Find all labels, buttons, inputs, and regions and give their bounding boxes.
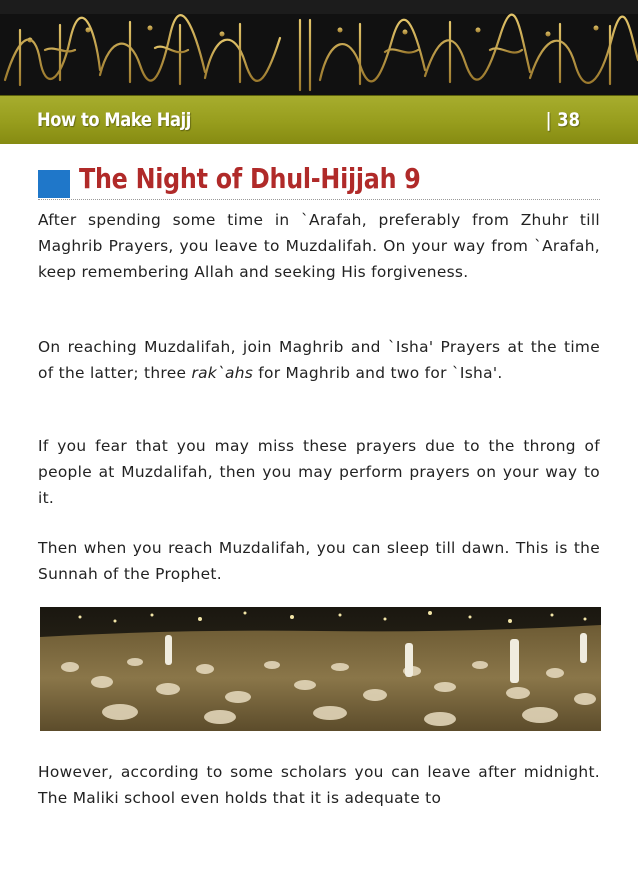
paragraph-muzdalifah-prayers — [38, 334, 600, 386]
paragraph-midnight: However, according to some scholars you can leave after midnight. The Maliki school even holds that it is adequate to — [38, 763, 600, 807]
calligraphy-pattern-image — [0, 0, 638, 95]
section-title: The Night of Dhul-Hijjah 9 — [79, 162, 421, 195]
paragraph-throng: If you fear that you may miss these prayers due to the throng of people at Muzdalifah, then you may perform prayers on your way to it. — [38, 437, 600, 507]
pilgrims-camp-image — [40, 607, 601, 731]
page-number: | 38 — [545, 109, 580, 131]
paragraph-text: for Maghrib and two for `Isha'. — [253, 364, 503, 382]
paragraph-sleep: Then when you reach Muzdalifah, you can sleep till dawn. This is the Sunnah of the Prophet. — [38, 539, 600, 583]
muzdalifah-night-photo — [40, 607, 601, 731]
book-title: How to Make Hajj — [37, 109, 191, 131]
italic-term: rak`ahs — [191, 364, 254, 382]
title-divider — [38, 199, 600, 200]
section-marker-square — [38, 170, 70, 198]
paragraph-arafah: After spending some time in `Arafah, preferably from Zhuhr till Maghrib Prayers, you leave to Muzdalifah. On your way from `Arafah, keep remembering Allah and seeking His forgiveness. — [38, 211, 600, 281]
running-header — [0, 95, 638, 144]
paragraph-text: On reaching Muzdalifah, join Maghrib and `Isha' Prayers at the time of the latter; three — [38, 338, 600, 382]
calligraphy-banner — [0, 0, 638, 95]
